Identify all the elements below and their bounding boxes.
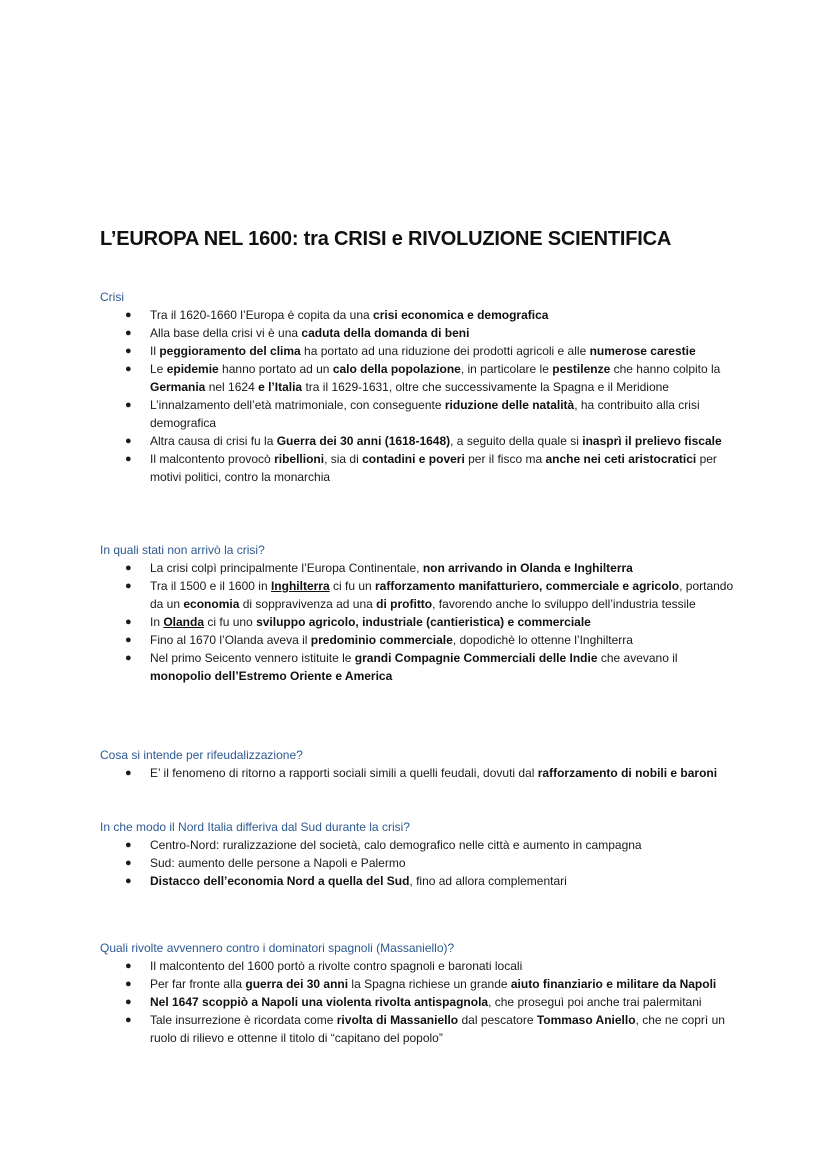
text-run: Guerra dei 30 anni (1618-1648) xyxy=(276,434,451,448)
text-run: Tra il 1500 e il 1600 in xyxy=(150,579,271,593)
section-heading: Quali rivolte avvennero contro i dominatori spagnoli (Massaniello)? xyxy=(100,941,455,955)
bullet-icon: ● xyxy=(125,327,132,339)
bullet-icon: ● xyxy=(125,996,132,1008)
text-run: Il xyxy=(150,344,160,358)
text-run: guerra dei 30 anni xyxy=(245,977,349,991)
section-heading: In che modo il Nord Italia differiva dal Sud durante la crisi? xyxy=(100,820,410,834)
bullet-icon: ● xyxy=(125,399,132,411)
text-run: , in particolare le xyxy=(460,362,553,376)
bullet-icon: ● xyxy=(125,839,132,851)
bullet-icon: ● xyxy=(125,562,132,574)
text-run: rafforzamento manifatturiero, commerciale e agricolo xyxy=(375,579,680,593)
text-run: Per far fronte alla xyxy=(150,977,246,991)
list-item xyxy=(100,764,740,782)
bullet-icon: ● xyxy=(125,767,132,779)
text-run: hanno portato ad un xyxy=(218,362,333,376)
text-run: e l’Italia xyxy=(258,380,303,394)
list-item xyxy=(100,342,740,360)
bullet-icon: ● xyxy=(125,435,132,447)
section-rivolte xyxy=(100,939,740,1047)
bullet-list xyxy=(100,559,740,685)
text-run: di soppravivenza ad una xyxy=(239,597,377,611)
text-run: grandi Compagnie Commerciali delle Indie xyxy=(354,651,598,665)
text-run: , a seguito della quale si xyxy=(450,434,583,448)
list-item xyxy=(100,872,740,890)
list-item xyxy=(100,450,740,486)
list-item xyxy=(100,854,740,872)
text-run: E’ il fenomeno di ritorno a rapporti sociali simili a quelli feudali, dovuti dal xyxy=(150,766,538,780)
bullet-icon: ● xyxy=(125,652,132,664)
text-run: economia xyxy=(183,597,240,611)
bullet-icon: ● xyxy=(125,960,132,972)
bullet-icon: ● xyxy=(125,580,132,592)
list-item xyxy=(100,957,740,975)
list-item xyxy=(100,836,740,854)
text-run: Tale insurrezione è ricordata come xyxy=(150,1013,337,1027)
text-run: epidemie xyxy=(166,362,219,376)
text-run: crisi economica e demografica xyxy=(373,308,549,322)
text-run: Sud: aumento delle persone a Napoli e Palermo xyxy=(150,856,406,870)
list-item xyxy=(100,649,740,685)
text-run: Alla base della crisi vi è una xyxy=(150,326,302,340)
text-run: Nel 1647 scoppiò a Napoli una violenta rivolta antispagnola xyxy=(150,995,489,1009)
text-run: rafforzamento di nobili e baroni xyxy=(537,766,718,780)
text-run: caduta della domanda di beni xyxy=(301,326,470,340)
list-item xyxy=(100,993,740,1011)
list-item xyxy=(100,432,740,450)
text-run: Il malcontento provocò xyxy=(150,452,275,466)
bullet-icon: ● xyxy=(125,345,132,357)
section-nord-sud xyxy=(100,818,740,890)
text-run: Il malcontento del 1600 portò a rivolte contro spagnoli e baronati locali xyxy=(150,959,523,973)
text-run: , che proseguì poi anche trai palermitani xyxy=(488,995,702,1009)
text-run: , favorendo anche lo sviluppo dell’industria tessile xyxy=(432,597,696,611)
text-run: , sia di xyxy=(324,452,363,466)
list-item xyxy=(100,975,740,993)
text-run: Tra il 1620-1660 l’Europa è copita da una xyxy=(150,308,374,322)
text-run: che hanno colpito la xyxy=(610,362,721,376)
bullet-icon: ● xyxy=(125,875,132,887)
text-run: che avevano il xyxy=(597,651,678,665)
text-run: L’innalzamento dell’età matrimoniale, con conseguente xyxy=(150,398,445,412)
page-title: L’EUROPA NEL 1600: tra CRISI e RIVOLUZIONE SCIENTIFICA xyxy=(100,228,672,250)
list-item xyxy=(100,360,740,396)
bullet-list xyxy=(100,836,740,890)
text-run: predominio commerciale xyxy=(310,633,453,647)
bullet-icon: ● xyxy=(125,1014,132,1026)
text-run: aiuto finanziario e militare da Napoli xyxy=(510,977,717,991)
text-run: Germania xyxy=(150,380,206,394)
text-run: Olanda xyxy=(163,615,205,629)
text-run: ci fu un xyxy=(329,579,376,593)
text-run: per il fisco ma xyxy=(464,452,546,466)
section-heading: Crisi xyxy=(100,290,124,304)
text-run: non arrivando in Olanda e Inghilterra xyxy=(422,561,633,575)
bullet-icon: ● xyxy=(125,857,132,869)
bullet-list xyxy=(100,764,740,782)
text-run: la Spagna richiese un grande xyxy=(348,977,511,991)
text-run: ribellioni xyxy=(274,452,325,466)
section-stati-senza-crisi xyxy=(100,541,740,685)
bullet-icon: ● xyxy=(125,309,132,321)
text-run: La crisi colpì principalmente l’Europa Continentale, xyxy=(150,561,423,575)
list-item xyxy=(100,631,740,649)
text-run: ha portato ad una riduzione dei prodotti agricoli e alle xyxy=(300,344,590,358)
text-run: numerose carestie xyxy=(589,344,696,358)
text-run: sviluppo agricolo, industriale (cantieristica) e commerciale xyxy=(256,615,591,629)
text-run: peggioramento del clima xyxy=(159,344,301,358)
text-run: tra il 1629-1631, oltre che successivamente la Spagna e il Meridione xyxy=(302,380,669,394)
list-item xyxy=(100,306,740,324)
list-item xyxy=(100,396,740,432)
section-heading: In quali stati non arrivò la crisi? xyxy=(100,543,265,557)
text-run: , portando da un xyxy=(150,579,734,611)
text-run: Tommaso Aniello xyxy=(536,1013,636,1027)
text-run: anche nei ceti aristocratici xyxy=(545,452,697,466)
text-run: pestilenze xyxy=(552,362,611,376)
text-run: Fino al 1670 l’Olanda aveva il xyxy=(150,633,311,647)
bullet-list xyxy=(100,306,740,486)
list-item xyxy=(100,577,740,613)
text-run: In xyxy=(150,615,164,629)
section-crisi xyxy=(100,288,740,486)
text-run: riduzione delle natalità xyxy=(444,398,575,412)
bullet-list xyxy=(100,957,740,1047)
bullet-icon: ● xyxy=(125,978,132,990)
text-run: calo della popolazione xyxy=(332,362,461,376)
list-item xyxy=(100,613,740,631)
text-run: Le xyxy=(150,362,167,376)
text-run: monopolio dell’Estremo Oriente e America xyxy=(150,669,393,683)
text-run: Centro-Nord: ruralizzazione del società, calo demografico nelle città e aumento in campagna xyxy=(150,838,642,852)
text-run: ci fu uno xyxy=(204,615,257,629)
text-run: di profitto xyxy=(376,597,433,611)
bullet-icon: ● xyxy=(125,363,132,375)
list-item xyxy=(100,559,740,577)
text-run: rivolta di Massaniello xyxy=(336,1013,459,1027)
list-item xyxy=(100,1011,740,1047)
text-run: , che ne coprì un ruolo di rilievo e ottenne il titolo di “capitano del popolo” xyxy=(150,1013,725,1045)
text-run: dal pescatore xyxy=(458,1013,537,1027)
text-run: Altra causa di crisi fu la xyxy=(150,434,277,448)
section-heading: Cosa si intende per rifeudalizzazione? xyxy=(100,748,303,762)
text-run: Inghilterra xyxy=(270,579,330,593)
text-run: , fino ad allora complementari xyxy=(409,874,567,888)
text-run: nel 1624 xyxy=(205,380,259,394)
text-run: Distacco dell’economia Nord a quella del Sud xyxy=(150,874,410,888)
list-item xyxy=(100,324,740,342)
text-run: inasprì il prelievo fiscale xyxy=(582,434,722,448)
bullet-icon: ● xyxy=(125,616,132,628)
bullet-icon: ● xyxy=(125,634,132,646)
text-run: , ha contribuito alla crisi demografica xyxy=(150,398,700,430)
bullet-icon: ● xyxy=(125,453,132,465)
text-run: per motivi politici, contro la monarchia xyxy=(150,452,717,484)
section-rifeudalizzazione xyxy=(100,746,740,782)
text-run: , dopodichè lo ottenne l’Inghilterra xyxy=(452,633,633,647)
text-run: Nel primo Seicento vennero istituite le xyxy=(150,651,355,665)
text-run: contadini e poveri xyxy=(362,452,465,466)
